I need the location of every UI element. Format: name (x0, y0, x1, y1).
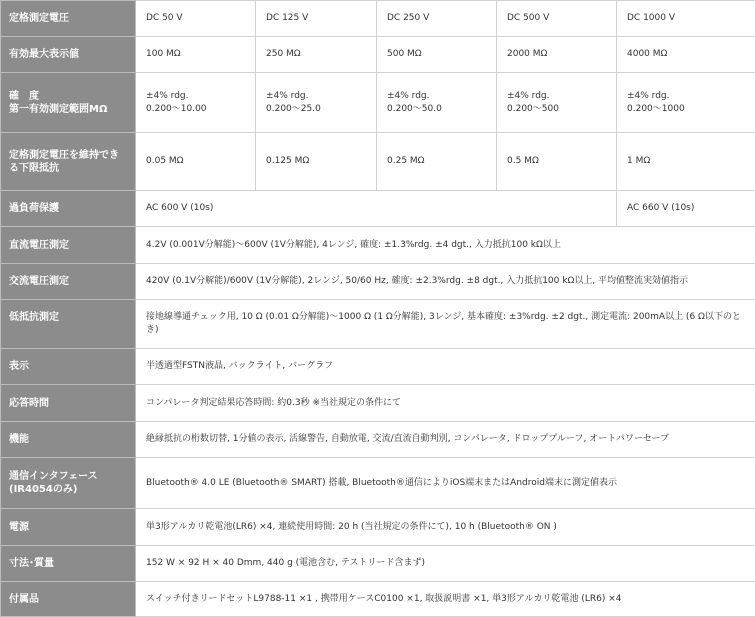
cell-line: ±4% rdg. (627, 90, 745, 103)
row-header: 直流電圧測定 (1, 227, 136, 264)
row-response (1, 385, 755, 422)
cell-value: 0.25 MΩ (377, 133, 497, 191)
cell-value (617, 73, 755, 133)
cell-value: 0.125 MΩ (256, 133, 377, 191)
cell-value: 250 MΩ (256, 37, 377, 73)
row-max-display (1, 37, 755, 73)
row-display (1, 349, 755, 385)
cell-value: 500 MΩ (377, 37, 497, 73)
row-header: 交流電圧測定 (1, 264, 136, 300)
cell-value: DC 250 V (377, 1, 497, 37)
row-header: 低抵抗測定 (1, 300, 136, 349)
row-rated-voltage (1, 1, 755, 37)
cell-value: 接地線導通チェック用, 10 Ω (0.01 Ω分解能)～1000 Ω (1 Ω分解能), 3レンジ, 基本確度: ±3%rdg. ±2 dgt., 測定電流: 200mA以上 (6 Ω以下のとき) (136, 300, 755, 349)
row-header: 有効最大表示値 (1, 37, 136, 73)
cell-value: 半透過型FSTN液晶, バックライト, バーグラフ (136, 349, 755, 385)
row-header-line: 確 度 (9, 90, 127, 103)
cell-value: 420V (0.1V分解能)/600V (1V分解能), 2レンジ, 50/60 Hz, 確度: ±2.3%rdg. ±8 dgt., 入力抵抗100 kΩ以上, 平均値整流実効値指示 (136, 264, 755, 300)
cell-line: 0.200～25.0 (266, 103, 366, 116)
cell-value: 0.5 MΩ (497, 133, 617, 191)
cell-value: AC 600 V (10s) (136, 191, 617, 227)
cell-value: 4000 MΩ (617, 37, 755, 73)
row-dc-voltage (1, 227, 755, 264)
row-ac-voltage (1, 264, 755, 300)
cell-value: 1 MΩ (617, 133, 755, 191)
row-power (1, 509, 755, 546)
cell-value: DC 50 V (136, 1, 256, 37)
cell-value: 0.05 MΩ (136, 133, 256, 191)
row-header (1, 73, 136, 133)
cell-line: 0.200～1000 (627, 103, 745, 116)
cell-value (256, 73, 377, 133)
cell-value: DC 1000 V (617, 1, 755, 37)
row-dimensions (1, 546, 755, 582)
row-accessories (1, 582, 755, 617)
cell-line: 0.200～50.0 (387, 103, 486, 116)
row-header-line: 通信インタフェース (9, 470, 127, 483)
cell-value: 100 MΩ (136, 37, 256, 73)
cell-value: Bluetooth® 4.0 LE (Bluetooth® SMART) 搭載, Bluetooth®通信によりiOS端末またはAndroid端末に測定値表示 (136, 458, 755, 509)
row-header: 機能 (1, 422, 136, 458)
cell-value: DC 125 V (256, 1, 377, 37)
row-header (1, 458, 136, 509)
cell-line: ±4% rdg. (266, 90, 366, 103)
row-low-resistance (1, 300, 755, 349)
row-header: 寸法･質量 (1, 546, 136, 582)
cell-value (136, 73, 256, 133)
row-header: 表示 (1, 349, 136, 385)
cell-line: ±4% rdg. (146, 90, 245, 103)
cell-value (497, 73, 617, 133)
row-header-line: (IR4054のみ) (9, 483, 127, 496)
cell-value: スイッチ付きリードセットL9788-11 ×1 , 携帯用ケースC0100 ×1, 取扱説明書 ×1, 単3形アルカリ乾電池 (LR6) ×4 (136, 582, 755, 617)
cell-value: 絶縁抵抗の桁数切替, 1分値の表示, 活線警告, 自動放電, 交流/直流自動判別, コンパレータ, ドロッププルーフ, オートパワーセーブ (136, 422, 755, 458)
cell-value: DC 500 V (497, 1, 617, 37)
cell-value: 2000 MΩ (497, 37, 617, 73)
row-header: 定格測定電圧 (1, 1, 136, 37)
row-header: 定格測定電圧を維持できる下限抵抗 (1, 133, 136, 191)
cell-value: 4.2V (0.001V分解能)～600V (1V分解能), 4レンジ, 確度: ±1.3%rdg. ±4 dgt., 入力抵抗100 kΩ以上 (136, 227, 755, 264)
row-functions (1, 422, 755, 458)
row-accuracy (1, 73, 755, 133)
row-header: 電源 (1, 509, 136, 546)
cell-value: 単3形アルカリ乾電池(LR6) ×4, 連続使用時間: 20 h (当社規定の条件にて), 10 h (Bluetooth® ON ) (136, 509, 755, 546)
cell-value: 152 W × 92 H × 40 Dmm, 440 g (電池含む, テストリード含まず) (136, 546, 755, 582)
row-header-line: 第一有効測定範囲MΩ (9, 103, 127, 116)
row-overload (1, 191, 755, 227)
cell-line: ±4% rdg. (387, 90, 486, 103)
cell-value: コンパレータ判定結果応答時間: 約0.3秒 ※当社規定の条件にて (136, 385, 755, 422)
row-header: 過負荷保護 (1, 191, 136, 227)
row-header: 応答時間 (1, 385, 136, 422)
row-lower-limit (1, 133, 755, 191)
cell-line: 0.200～10.00 (146, 103, 245, 116)
cell-value (377, 73, 497, 133)
row-header: 付属品 (1, 582, 136, 617)
cell-line: ±4% rdg. (507, 90, 606, 103)
row-comm (1, 458, 755, 509)
cell-value: AC 660 V (10s) (617, 191, 755, 227)
cell-line: 0.200～500 (507, 103, 606, 116)
